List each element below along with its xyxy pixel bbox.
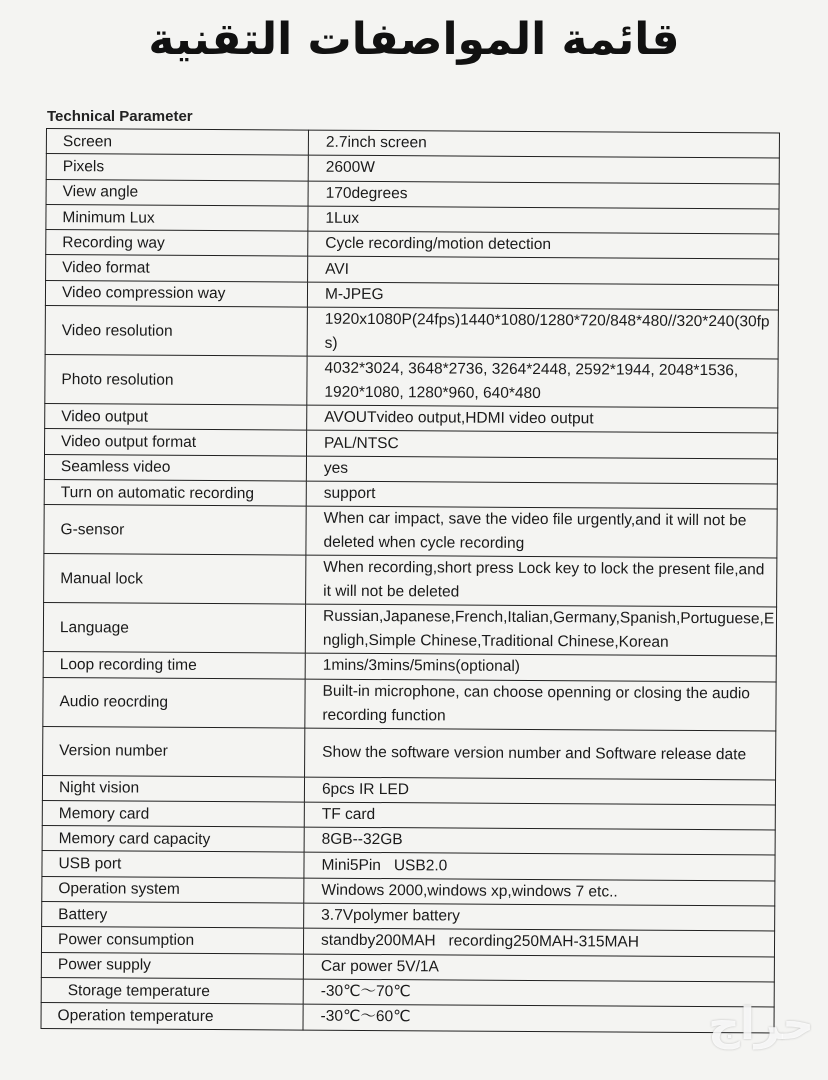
param-value: Car power 5V/1A [303, 954, 774, 982]
table-row [45, 355, 778, 408]
param-label: Audio reocrding [43, 677, 305, 728]
param-label: View angle [46, 179, 308, 206]
table-row [44, 505, 777, 558]
param-label: Power consumption [41, 927, 303, 954]
param-label: USB port [42, 851, 304, 878]
param-label: Power supply [41, 952, 303, 979]
param-value: yes [306, 456, 777, 484]
param-value: 1Lux [308, 206, 779, 234]
param-value: standby200MAH recording250MAH-315MAH [303, 928, 774, 956]
param-label: Pixels [46, 154, 308, 181]
param-value: 1mins/3mins/5mins(optional) [305, 653, 776, 681]
section-title: Technical Parameter [47, 108, 193, 125]
param-value: Built-in microphone, can choose openning or closing the audio recording function [305, 679, 776, 731]
param-label: Screen [46, 129, 308, 156]
param-label: Operation system [42, 876, 304, 903]
param-label: Night vision [42, 775, 304, 802]
param-value: When recording,short press Lock key to lock the present file,and it will not be deleted [306, 555, 777, 607]
table-row [45, 306, 778, 359]
param-label: Language [43, 603, 305, 654]
param-value: 4032*3024, 3648*2736, 3264*2448, 2592*1944, 2048*1536, 1920*1080, 1280*960, 640*480 [307, 356, 778, 408]
param-label: Minimum Lux [46, 204, 308, 231]
param-value: 3.7Vpolymer battery [304, 903, 775, 931]
param-label: Loop recording time [43, 652, 305, 679]
param-label: Video resolution [45, 306, 307, 357]
param-label: Video output format [45, 429, 307, 456]
param-label: Manual lock [44, 554, 306, 605]
param-value: TF card [304, 802, 775, 830]
table-row [44, 554, 777, 607]
param-label: Memory card [42, 800, 304, 827]
param-value: 8GB--32GB [304, 827, 775, 855]
param-value: Windows 2000,windows xp,windows 7 etc.. [304, 878, 775, 906]
table-row [43, 726, 776, 779]
param-value: 6pcs IR LED [304, 777, 775, 805]
technical-parameter-table [40, 128, 779, 1033]
table-row [43, 603, 776, 656]
param-value: Russian,Japanese,French,Italian,Germany,Spanish,Portuguese,Engligh,Simple Chinese,Traditional Chinese,Korean [305, 604, 776, 656]
param-value: Cycle recording/motion detection [308, 231, 779, 259]
param-label: Video output [45, 404, 307, 431]
param-label: Video compression way [45, 280, 307, 307]
param-value: AVOUTvideo output,HDMI video output [307, 405, 778, 433]
table-row [41, 1003, 774, 1033]
param-value: AVI [308, 257, 779, 285]
param-label: Recording way [46, 230, 308, 257]
param-value: 170degrees [308, 181, 779, 209]
page-title: قائمة المواصفات التقنية [148, 14, 680, 65]
param-label: Operation temperature [41, 1003, 303, 1030]
param-value: 1920x1080P(24fps)1440*1080/1280*720/848*480//320*240(30fps) [307, 307, 778, 359]
param-label: Photo resolution [45, 355, 307, 406]
param-value: When car impact, save the video file urgently,and it will not be deleted when cycle recording [306, 506, 777, 558]
param-value: Mini5Pin USB2.0 [304, 853, 775, 881]
param-label: Seamless video [44, 454, 306, 481]
param-label: Turn on automatic recording [44, 479, 306, 506]
param-label: Video format [46, 255, 308, 282]
param-label: Battery [42, 902, 304, 929]
param-label: G-sensor [44, 505, 306, 556]
param-value: 2.7inch screen [308, 130, 779, 158]
param-value: PAL/NTSC [307, 430, 778, 458]
param-value: M-JPEG [307, 282, 778, 310]
param-label: Storage temperature [41, 977, 303, 1004]
site-watermark: حراج [708, 999, 814, 1050]
param-value: Show the software version number and Software release date [305, 728, 776, 780]
param-value: support [306, 481, 777, 509]
param-value: -30℃～70℃ [303, 979, 774, 1007]
table-row [43, 677, 776, 730]
param-value: -30℃～60℃ [303, 1004, 774, 1032]
param-label: Version number [43, 726, 305, 777]
param-value: 2600W [308, 155, 779, 183]
param-label: Memory card capacity [42, 826, 304, 853]
